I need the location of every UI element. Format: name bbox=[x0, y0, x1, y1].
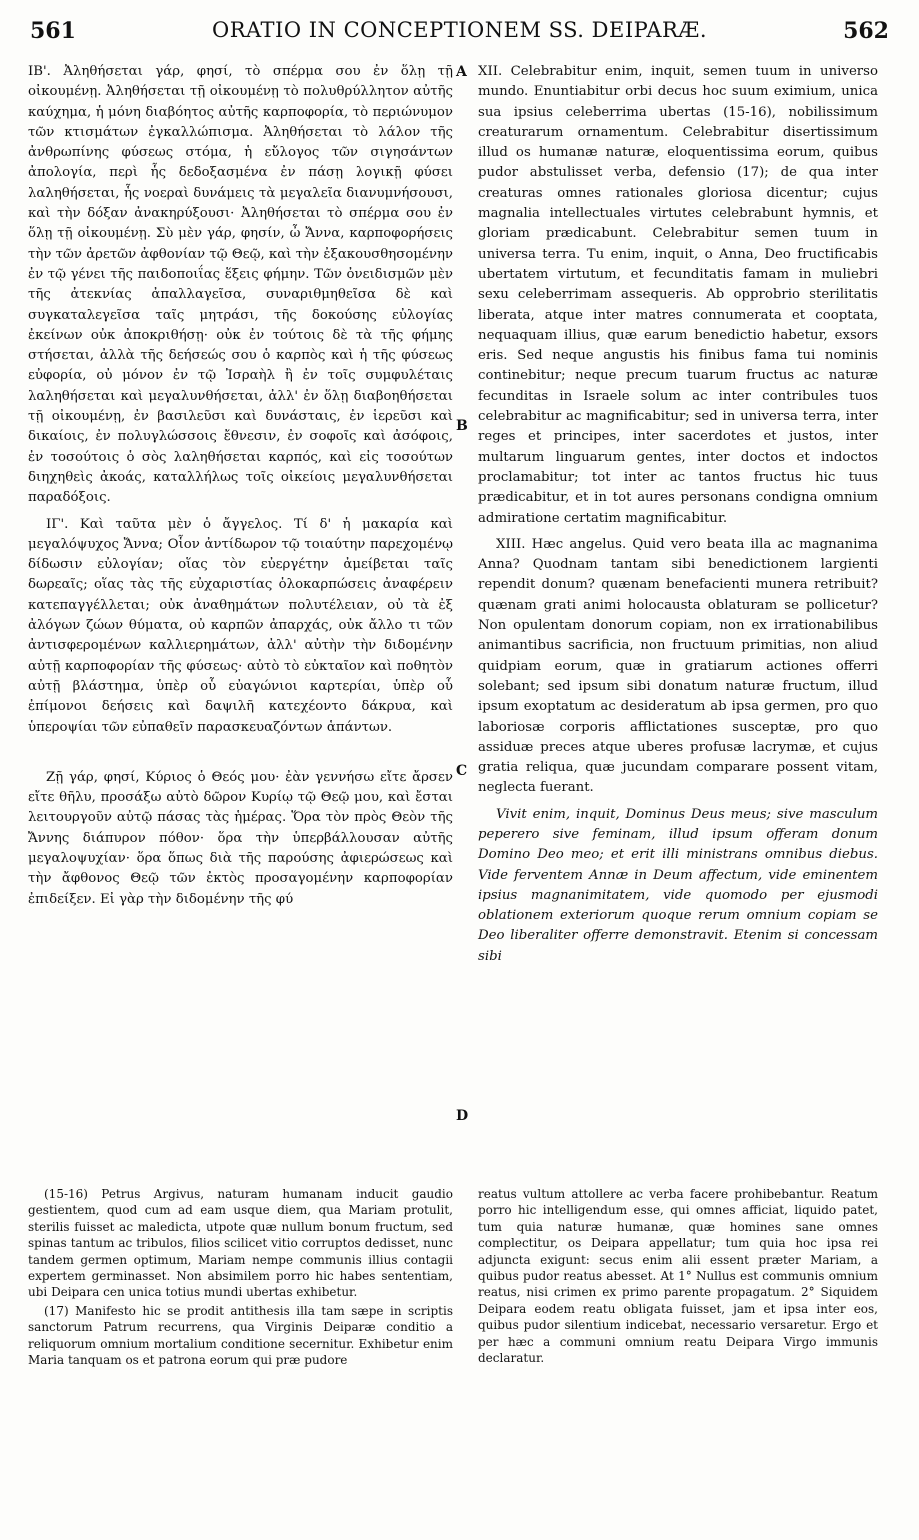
latin-paragraph-quote: Vivit enim, inquit, Dominus Deus meus; sive masculum pepererο sive feminam, illud ipsum offeram donum Domino Deo meo; et erit illi ministrans omnibus diebus. Vide ferventem Annæ in Deum affectum, vide eminentem ipsius magnanimitatem, vide quomodo per ejusmodi oblationem exteriorum quoque rerum omnium copiam se Deo liberaliter offerre demonstravit. Etenim si concessam sibi bbox=[478, 806, 878, 964]
footnotes-right bbox=[478, 1186, 878, 1368]
latin-paragraph-13: XIII. Hæc angelus. Quid vero beata illa ac magnanima Anna? Quodnam tantam sibi benedictionem largienti rependit donum? quænam benefacienti munera retribuit? quænam grati animi holocausta oblaturam se pollicetur? Non opulentam donorum copiam, non ex irrationabilibus animantibus sacrificia, non fructuum primitias, non aliud quidpiam eorum, quæ in gratiarum actiones offerri solebant; sed ipsum sibi donatum naturæ fructum, illud ipsum exoptatum ac desideratum ab ipsa germen, pro quo laboriosæ corporis afflictationes susceptæ, pro quo assiduæ preces atque uberes profusæ lacrymæ, et cujus gratia reliqua, quæ jucundam comparare possent vitam, neglecta fuerant. bbox=[478, 536, 878, 796]
footnote-17-continued: reatus vultum attollere ac verba facere prohibebantur. Reatum porro hic intelligendum esse, qui omnes afficiat, liquido patet, tum quia naturæ humanæ, quæ homines sane omnes complectitur, os Deipara appellatur; tum quia hoc ipsa rei adjuncta exigunt: secus enim alii essent præter Mariam, a quibus pudor reatus abesset. At 1° Nullus est communis omnium reatus, nisi crimen ex primo parente propagatum. 2° Siquidem Deipara eodem reatu obligata fuisset, jam et ipsa inter eos, quibus pudor silentium indicebat, necessario versaretur. Ergo et per hæc a communi omnium reatu Deipara Virgo immunis declaratur. bbox=[478, 1187, 878, 1366]
greek-paragraph-quote: Ζῇ γάρ, φησί, Κύριος ὁ Θεός μου· ἐὰν γεννήσω εἴτε ἄρσεν εἴτε θῆλυ, προσάξω αὐτὸ δῶρον Κυρίῳ τῷ Θεῷ μου, καὶ ἔσται λειτουργοῦν αὐτῷ πάσας τὰς ἡμέρας. Ὅρα τὸν πρὸς Θεὸν τῆς Ἄννης διάπυρον πόθον· ὅρα τὴν ὑπερβάλλουσαν αὐτῆς μεγαλοψυχίαν· ὅρα ὅπως διὰ τῆς παρούσης ἀφιερώσεως καὶ τὴν ἄφθονος Θεῷ τῶν ἐκτὸς προσαγομένην καρποφορίαν ἐπιδείξεν. Εἰ γὰρ τὴν διδομένην τῆς φύ bbox=[28, 769, 453, 907]
footnote-17: (17) Manifesto hic se prodit antithesis illa tam sæpe in scriptis sanctorum Patrum recurrens, qua Virginis Deiparæ conditio a reliquorum omnium mortalium conditione secernitur. Exhibetur enim Maria tanquam os et patrona eorum qui præ pudore bbox=[28, 1303, 453, 1368]
margin-marker-d: D bbox=[456, 1108, 469, 1124]
footnote-15-16: (15-16) Petrus Argivus, naturam humanam inducit gaudio gestientem, quod cum ad eam usque diem, qua Mariam protulit, sterilis fuisset ac maledicta, utpote quæ nullum bonum fructum, sed spinas tantum ac tribulos, filios scilicet vitio corruptos dedisset, nunc tandem germen optimum, Mariam nempe communis illius contagii expertem germinasset. Non absimilem porro hic habes sententiam, ubi Deipara cen unica totius mundi ubertas exhibetur. bbox=[28, 1187, 453, 1300]
margin-marker-c: C bbox=[456, 763, 468, 779]
latin-column bbox=[478, 62, 878, 973]
margin-marker-a: A bbox=[456, 64, 467, 80]
running-title: ORATIO IN CONCEPTIONEM SS. DEIPARÆ. bbox=[211, 18, 707, 42]
latin-paragraph-12: XII. Celebrabitur enim, inquit, semen tuum in universo mundo. Enuntiabitur orbi decus hoc suum eximium, unica sua ipsius celeberrima ubertas (15-16), nobilissimum creaturarum ornamentum. Celebrabitur disertissimum illud os humanæ naturæ, eloquentissima eorum, quibus pudor abstulisset verba, defensio (17); de qua inter creaturas omnes rationales gloriosa dicentur; cujus magnalia intellectuales virtutes celebrabunt hymnis, et gloriam prædicabunt. Celebrabitur semen tuum in universa terra. Tu enim, inquit, o Anna, Deo fructificabis ubertatem virtutum, et fecunditatis famam in muliebri sexu celeberrimam assequeris. Ab opprobrio sterilitatis liberata, atque inter matres connumerata et cooptata, nequaquam illius, quæ earum benedictio habetur, exsors eris. Sed neque angustis his finibus fama tui nominis continebitur; neque precum tuarum fructus ac naturæ fecunditas in Israele solum ac inter contribules tuos celebrabitur ac magnificabitur; sed in universa terra, inter reges et principes, inter sacerdotes et justos, inter multarum linguarum gentes, inter doctos et indoctos proclamabitur; tot inter ac tantos fructus hic tuus prædicabitur, et in tot aures personans condigna omnium admiratione certatim magnificabitur. bbox=[478, 64, 878, 526]
page-number-right: 562 bbox=[843, 18, 889, 44]
greek-column bbox=[28, 62, 453, 916]
greek-paragraph-12: IB'. Ἀληθήσεται γάρ, φησί, τὸ σπέρμα σου ἐν ὅλῃ τῇ οἰκουμένῃ. Ἀληθήσεται τῇ οἰκουμένῃ τὸ πολυθρύλλητον αὐτῆς καύχημα, ἡ μόνη διαβόητος αὐτῆς καρποφορία, τὸ περιώνυμον τῶν κτισμάτων ἐγκαλλώπισμα. Ἀληθήσεται τὸ λάλον τῆς ἀνθρωπίνης φύσεως στόμα, ἡ εὔλογος τῶν σιγησάντων ἀπολογία, περὶ ἧς δεδοξασμένα ἐν πάσῃ λογικῇ φύσει λαληθήσεται, ἧς νοεραὶ δυνάμεις τὰ μεγαλεῖα διανυμνήσουσι, καὶ τὴν δόξαν ἀνακηρύξουσι· Ἀληθήσεται τὸ σπέρμα σου ἐν ὅλῃ τῇ οἰκουμένῃ. Σὺ μὲν γάρ, φησίν, ὦ Ἄννα, καρποφορήσεις τὴν τῶν ἀρετῶν ἀφθονίαν τῷ Θεῷ, καὶ τὴν ἐξακουσθησομένην ἐν τῷ γένει τῆς παιδοποιΐας ἕξεις φήμην. Τῶν ὀνειδισμῶν μὲν τῆς ἀτεκνίας ἀπαλλαγεῖσα, συναριθμηθεῖσα δὲ καὶ συγκαταλεγεῖσα ταῖς μητράσι, τῆς δοκούσης εὐλογίας ἐκείνων οὐκ ἀποκριθήσῃ· οὐκ ἐν τούτοις δὲ τὰ τῆς φήμης στήσεται, ἀλλὰ τῆς δεήσεώς σου ὁ καρπὸς καὶ ἡ τῆς φύσεως εὐφορία, οὐ μόνον ἐν τῷ Ἰσραὴλ ἢ ἐν τοῖς συμφυλέταις λαληθήσεται καὶ μεγαλυνθήσεται, ἀλλ' ἐν ὅλῃ διαβοηθήσεται τῇ οἰκουμένῃ, ἐν βασιλεῦσι καὶ δυνάσταις, ἐν ἱερεῦσι καὶ δικαίοις, ἐν πολυγλώσσοις ἔθνεσιν, ἐν σοφοῖς καὶ ἀσόφοις, ἐν τοσούτοις ὁ σὸς λαληθήσεται καρπός, καὶ εἰς τοσούτων διηχηθεὶς ἀκοάς, καταλλήλως τοῖς οἰκείοις μεγαλυνθήσεται παραδόξοις. bbox=[28, 64, 453, 506]
page-header bbox=[30, 18, 889, 58]
margin-marker-b: B bbox=[456, 418, 468, 434]
page-number-left: 561 bbox=[30, 18, 76, 44]
greek-paragraph-13: ΙΓ'. Καὶ ταῦτα μὲν ὁ ἄγγελος. Τί δ' ἡ μακαρία καὶ μεγαλόψυχος Ἄννα; Οἷον ἀντίδωρον τῷ τοιαύτην παρεχομένῳ δίδωσιν εὐλογίαν; οἵας τὸν εὐεργέτην ἀμείβεται ταῖς δωρεαῖς; οἵας τὰς τῆς εὐχαριστίας ὁλοκαρπώσεις ἀναφέρειν κατεπαγγέλλεται; οὐκ ἀναθημάτων πολυτέλειαν, οὐ τὰ ἐξ ἀλόγων ζώων θύματα, οὐ καρπῶν ἀπαρχάς, οὐκ ἄλλο τι τῶν ἀντισφερομένων καλλιερημάτων, ἀλλ' αὐτὴν τὴν διδομένην αὐτῇ καρποφορίαν τῆς φύσεως· αὐτὸ τὸ εὐκταῖον καὶ ποθητὸν αὐτῇ βλάστημα, ὑπὲρ οὗ εὐαγώνιοι καρτερίαι, ὑπὲρ οὗ ἐπίμονοι δεήσεις καὶ δαψιλῆ κατεχέοντο δάκρυα, καὶ ὑπεροψίαι τῶν εὐπαθεῖν παρασκευαζόντων ἁπάντων. bbox=[28, 516, 453, 735]
footnotes-left bbox=[28, 1186, 453, 1370]
